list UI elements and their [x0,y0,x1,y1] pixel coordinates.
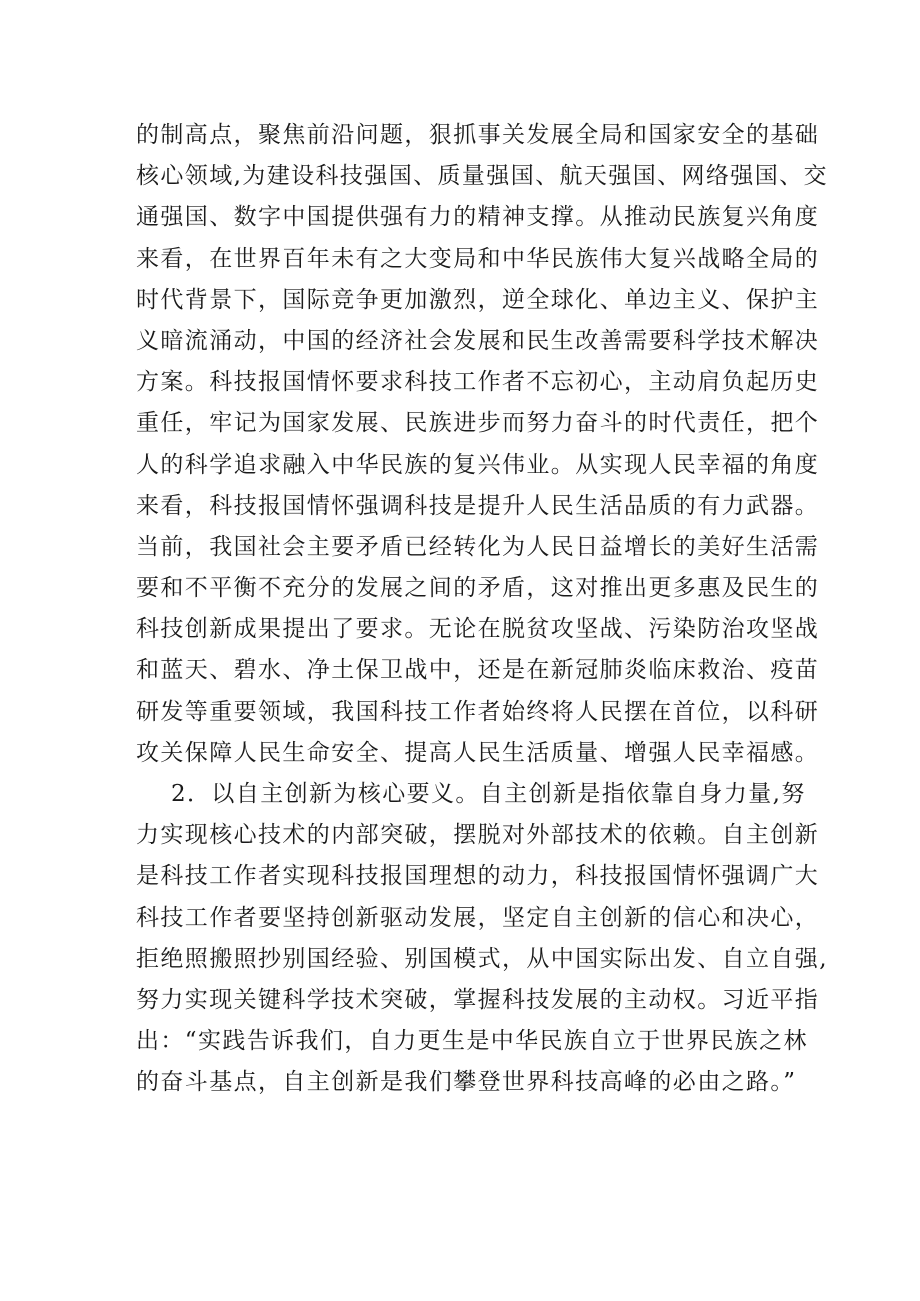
paragraph-2 [136,774,828,1104]
text-line: 核心领域,为建设科技强国、质量强国、航天强国、网络强国、交 [136,163,828,190]
text-line: 的奋斗基点，自主创新是我们攀登世界科技高峰的必由之路。” [136,1069,797,1096]
text-line: 是科技工作者实现科技报国理想的动力，科技报国情怀强调广大 [136,863,820,890]
text-line: 研发等重要领域，我国科技工作者始终将人民摆在首位，以科研 [136,698,820,725]
text-line: 2．以自主创新为核心要义。自主创新是指依靠自身力量,努 [171,781,806,807]
text-line: 当前，我国社会主要矛盾已经转化为人民日益增长的美好生活需 [136,533,820,560]
text-line: 科技工作者要坚持创新驱动发展，坚定自主创新的信心和决心， [136,904,820,931]
text-line: 来看，在世界百年未有之大变局和中华民族伟大复兴战略全局的 [136,245,820,272]
text-line: 义暗流涌动，中国的经济社会发展和民生改善需要科学技术解决 [136,327,820,354]
text-line: 力实现核心技术的内部突破，摆脱对外部技术的依赖。自主创新 [136,822,820,849]
text-line: 方案。科技报国情怀要求科技工作者不忘初心，主动肩负起历史 [136,369,820,396]
body-text [136,115,828,1104]
text-line: 努力实现关键科学技术突破，掌握科技发展的主动权。习近平指 [136,986,820,1013]
text-line: 来看，科技报国情怀强调科技是提升人民生活品质的有力武器。 [136,492,820,519]
text-line: 重任，牢记为国家发展、民族进步而努力奋斗的时代责任，把个 [136,410,820,437]
text-line: 拒绝照搬照抄别国经验、别国模式，从中国实际出发、自立自强, [136,945,828,972]
text-line: 的制高点，聚焦前沿问题，狠抓事关发展全局和国家安全的基础 [136,122,820,148]
text-line: 和蓝天、碧水、净土保卫战中，还是在新冠肺炎临床救治、疫苗 [136,657,820,684]
text-line: 出：“实践告诉我们，自力更生是中华民族自立于世界民族之林 [136,1028,808,1055]
text-line: 人的科学追求融入中华民族的复兴伟业。从实现人民幸福的角度 [136,451,820,478]
text-line: 科技创新成果提出了要求。无论在脱贫攻坚战、污染防治攻坚战 [136,616,820,643]
paragraph-1 [136,115,828,774]
text-line: 时代背景下，国际竞争更加激烈，逆全球化、单边主义、保护主 [136,286,820,313]
text-line: 要和不平衡不充分的发展之间的矛盾，这对推出更多惠及民生的 [136,575,820,602]
text-line: 通强国、数字中国提供强有力的精神支撑。从推动民族复兴角度 [136,204,820,231]
text-line: 攻关保障人民生命安全、提高人民生活质量、增强人民幸福感。 [136,739,820,766]
